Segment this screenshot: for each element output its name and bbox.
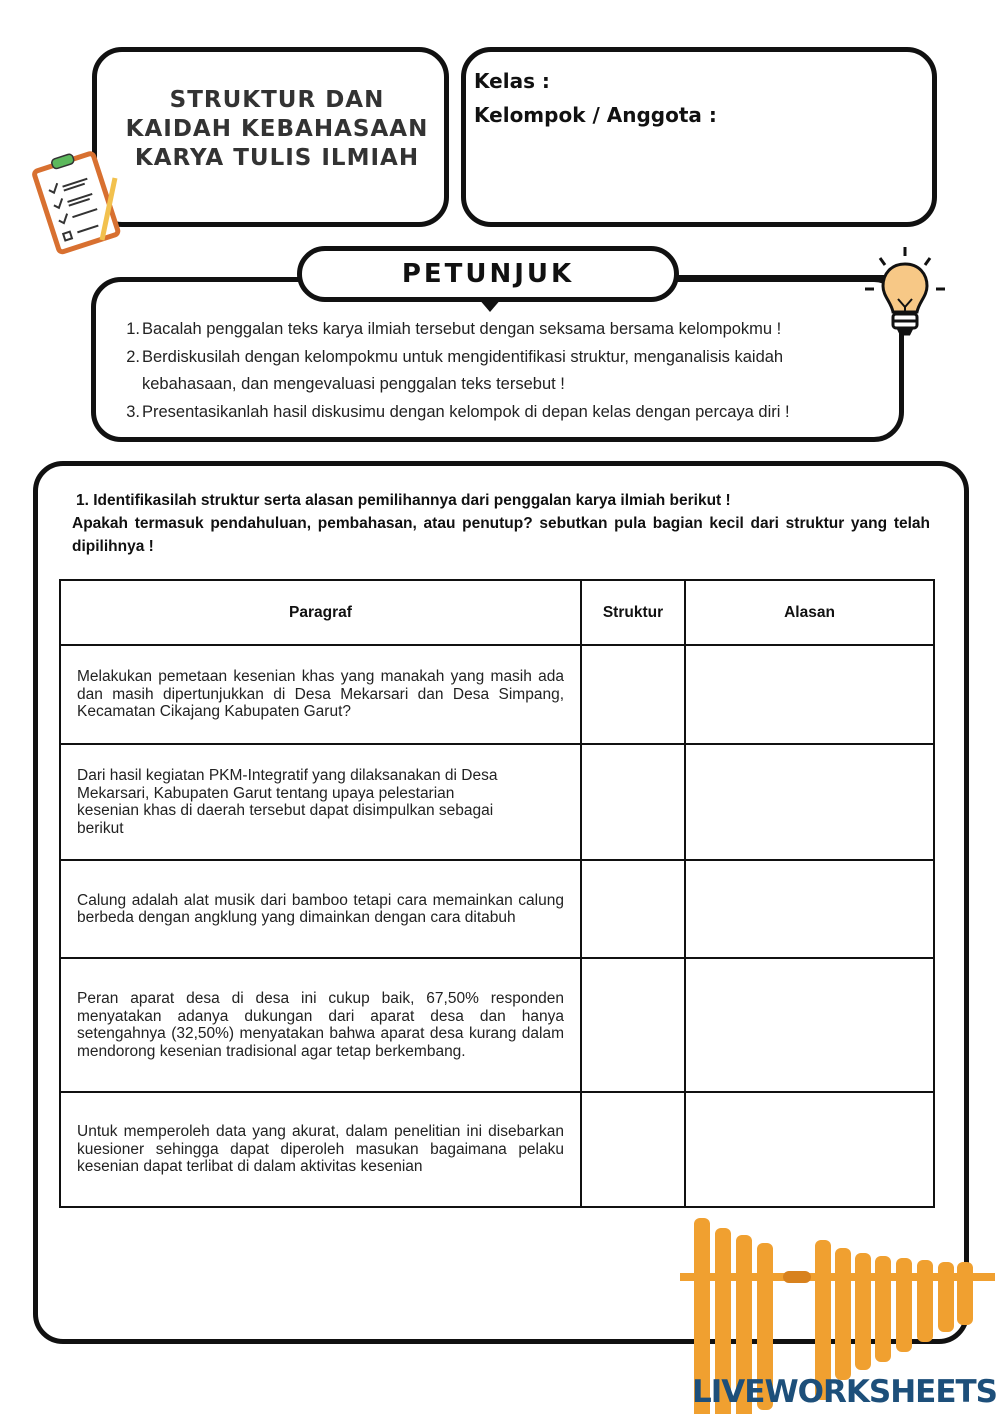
column-header: Paragraf xyxy=(60,580,581,645)
table-row xyxy=(60,645,934,744)
kelompok-label: Kelompok / Anggota : xyxy=(474,103,717,127)
clipboard-icon xyxy=(30,150,125,255)
paragraph-cell: Calung adalah alat musik dari bamboo tetapi cara memainkan calung berbeda dengan angklung yang dimainkan dengan cara ditabuh xyxy=(60,860,581,958)
calung-rail xyxy=(680,1273,995,1281)
bamboo-tube xyxy=(938,1262,954,1332)
lightbulb-icon xyxy=(862,244,948,344)
table-row xyxy=(60,860,934,958)
alasan-input[interactable] xyxy=(685,1092,934,1207)
bamboo-tube xyxy=(917,1260,933,1342)
table-row xyxy=(60,744,934,860)
bamboo-tube xyxy=(855,1253,871,1370)
instructions-title: PETUNJUK xyxy=(297,246,679,302)
instruction-step: kebahasaan, dan mengevaluasi penggalan teks tersebut ! xyxy=(142,375,565,393)
worksheet-title xyxy=(102,86,452,173)
alasan-input[interactable] xyxy=(685,958,934,1092)
struktur-input[interactable] xyxy=(581,645,685,744)
bamboo-tube xyxy=(875,1256,891,1362)
bamboo-tube xyxy=(896,1258,912,1352)
struktur-input[interactable] xyxy=(581,860,685,958)
title-line: KAIDAH KEBAHASAAN xyxy=(125,116,429,142)
title-line: KARYA TULIS ILMIAH xyxy=(134,145,420,171)
alasan-input[interactable] xyxy=(685,645,934,744)
instruction-step: 1. Bacalah penggalan teks karya ilmiah tersebut dengan seksama bersama kelompokmu ! xyxy=(126,320,782,338)
struktur-input[interactable] xyxy=(581,958,685,1092)
instruction-step: 3. Presentasikanlah hasil diskusimu dengan kelompok di depan kelas dengan percaya diri ! xyxy=(126,403,790,421)
table-row xyxy=(60,1092,934,1207)
table-row xyxy=(60,958,934,1092)
struktur-input[interactable] xyxy=(581,744,685,860)
answer-table xyxy=(59,579,935,1208)
paragraph-cell: Peran aparat desa di desa ini cukup baik, 67,50% responden menyatakan adanya dukungan dari aparat desa dan hanya setengahnya (32,50%) menyatakan bahwa aparat desa kurang dalam mendorong kesenian tradisional agar tetap berkembang. xyxy=(60,958,581,1092)
alasan-input[interactable] xyxy=(685,744,934,860)
instruction-step: 2. Berdiskusilah dengan kelompokmu untuk mengidentifikasi struktur, menganalisis kaidah xyxy=(126,348,784,366)
paragraph-cell: Dari hasil kegiatan PKM-Integratif yang dilaksanakan di Desa Mekarsari, Kabupaten Garut tentang upaya pelestarian kesenian khas di daerah tersebut dapat disimpulkan sebagai berikut xyxy=(60,744,581,860)
liveworksheets-logo: LIVEWORKSHEETS xyxy=(692,1374,997,1410)
column-header: Struktur xyxy=(581,580,685,645)
question-line: Apakah termasuk pendahuluan, pembahasan, atau penutup? sebutkan pula bagian kecil dari struktur yang telah dipilihnya ! xyxy=(72,515,930,555)
divider xyxy=(676,275,886,280)
struktur-input[interactable] xyxy=(581,1092,685,1207)
table-header-row xyxy=(60,580,934,645)
title-line: STRUKTUR DAN xyxy=(169,87,385,113)
question-text xyxy=(72,489,930,558)
alasan-input[interactable] xyxy=(685,860,934,958)
bamboo-tube xyxy=(835,1248,851,1380)
column-header: Alasan xyxy=(685,580,934,645)
paragraph-cell: Untuk memperoleh data yang akurat, dalam penelitian ini disebarkan kuesioner sehingga dapat diperoleh masukan bagaimana pelaku kesenian dapat terlibat di dalam aktivitas kesenian xyxy=(60,1092,581,1207)
kelas-label: Kelas : xyxy=(474,69,550,93)
paragraph-cell: Melakukan pemetaan kesenian khas yang manakah yang masih ada dan masih dipertunjukkan di Desa Mekarsari dan Desa Simpang, Kecamatan Cikajang Kabupaten Garut? xyxy=(60,645,581,744)
calung-knot xyxy=(783,1271,811,1283)
bamboo-tube xyxy=(957,1262,973,1325)
question-line: 1. Identifikasilah struktur serta alasan pemilihannya dari penggalan karya ilmiah berikut ! xyxy=(76,492,731,509)
